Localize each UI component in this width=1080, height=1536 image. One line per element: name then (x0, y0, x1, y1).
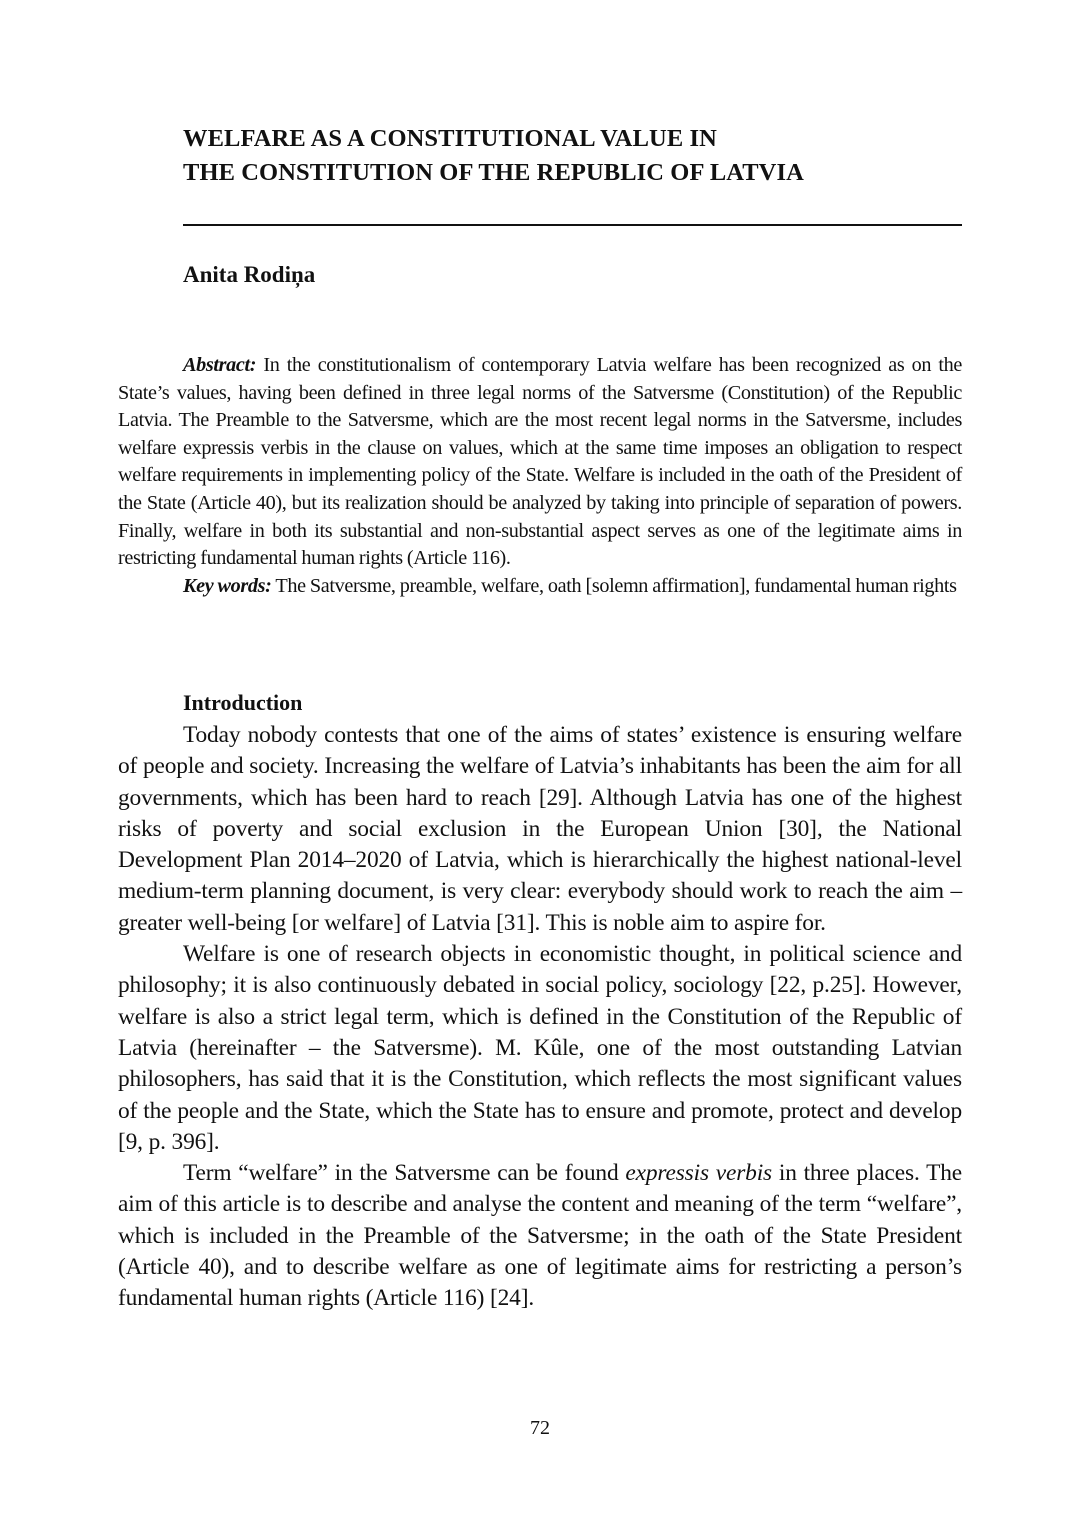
keywords-label: Key words: (183, 574, 272, 597)
title-divider (183, 224, 962, 226)
paragraph-3-end: in three places. The aim of this article is to describe and analyse the content and meaning of the term “welfare”, which is included in the Preamble of the Satversme; in the oath of the State President (Article 40), and to describe welfare as one of legitimate aims for restricting a person’s fundamental human rights (Article 116) [24]. (118, 1160, 962, 1312)
author-name: Anita Rodiņa (183, 262, 316, 287)
abstract-paragraph (118, 352, 962, 573)
paragraph-3 (118, 1158, 962, 1314)
page-number: 72 (530, 1417, 550, 1439)
abstract-block (118, 352, 962, 600)
keywords-text: The Satversme, preamble, welfare, oath [solemn affirmation], fundamental human rights (275, 574, 957, 597)
abstract-text: In the constitutionalism of contemporary Latvia welfare has been recognized as on the State’s values, having been defined in three legal norms of the Satversme (Constitution) of the Republic Latvia. The Preamble to the Satversme, which are the most recent legal norms in the Satversme, includes welfare expressis verbis in the clause on values, which at the same time imposes an obligation to respect welfare requirements in implementing policy of the State. Welfare is included in the oath of the President of the State (Article 40), but its realization should be analyzed by taking into principle of separation of powers. Finally, welfare in both its substantial and non-substantial aspect serves as one of the legitimate aims in restricting fundamental human rights (Article 116). (118, 354, 962, 570)
keywords-paragraph (118, 573, 962, 601)
article-title (183, 122, 973, 190)
paragraph-2: Welfare is one of research objects in economistic thought, in political science and philosophy; it is also continuously debated in social policy, sociology [22, p.25]. However, welfare is also a strict legal term, which is defined in the Constitution of the Republic of Latvia (hereinafter – the Satversme). M. Kûle, one of the most outstanding Latvian philosophers, has said that it is the Constitution, which reflects the most significant values of the people and the State, which the State has to ensure and promote, protect and develop [9, p. 396]. (118, 941, 962, 1155)
body-text (118, 720, 962, 1315)
section-heading: Introduction (183, 690, 303, 715)
title-line-2: THE CONSTITUTION OF THE REPUBLIC OF LATVIA (183, 159, 804, 186)
paragraph-1: Today nobody contests that one of the aims of states’ existence is ensuring welfare of people and society. Increasing the welfare of Latvia’s inhabitants has been the aim for all governments, which has been hard to reach [29]. Although Latvia has one of the highest risks of poverty and social exclusion in the European Union [30], the National Development Plan 2014–2020 of Latvia, which is hierarchically the highest national-level medium-term planning document, is very clear: everybody should work to reach the aim – greater well-being [or welfare] of Latvia [31]. This is noble aim to aspire for. (118, 722, 962, 936)
paragraph-3-italic: expressis verbis (625, 1160, 773, 1187)
abstract-label: Abstract: (183, 354, 257, 376)
paragraph-3-start: Term “welfare” in the Satversme can be found (183, 1160, 626, 1187)
title-line-1: WELFARE AS A CONSTITUTIONAL VALUE IN (183, 125, 717, 152)
